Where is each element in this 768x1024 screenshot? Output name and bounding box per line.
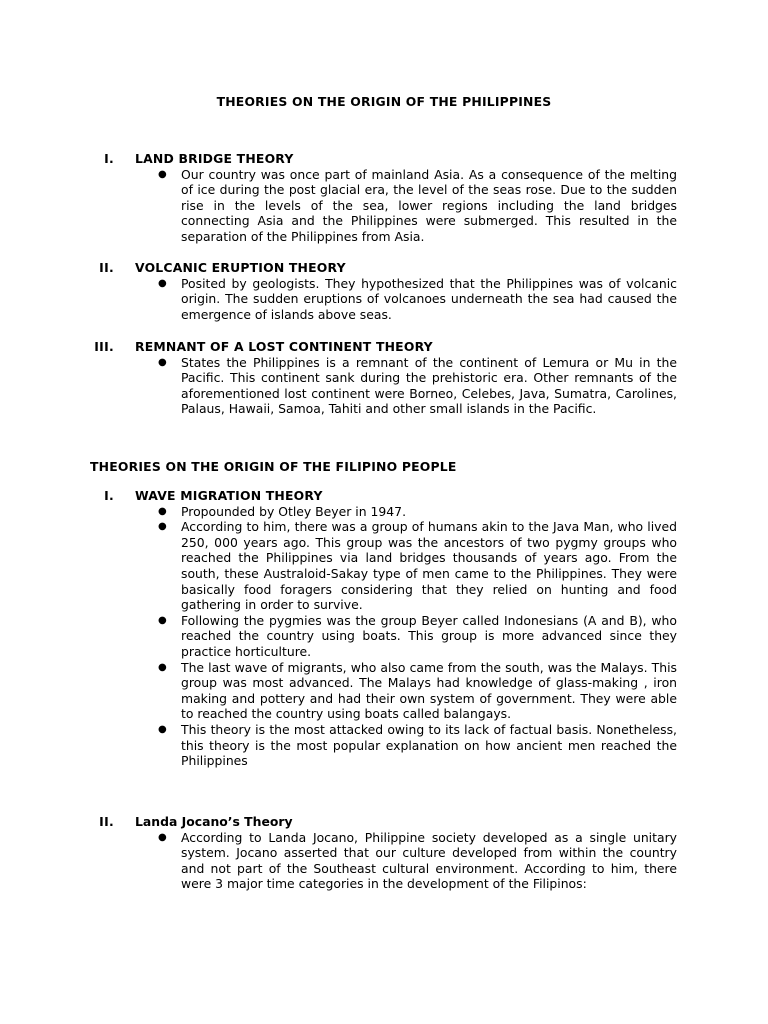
bullet-icon: ● [158, 505, 167, 517]
bullet-icon: ● [158, 661, 167, 673]
section-heading-text: VOLCANIC ERUPTION THEORY [135, 260, 346, 275]
bullet-list [0, 504, 768, 769]
list-item-text: States the Philippines is a remnant of the continent of Lemura or Mu in the Pacific. This continent sank during the prehistoric era. Other remnants of the aforementioned lost continent were Borneo, Celebes, Java, Sumatra, Carolines, Palaus, Hawaii, Samoa, Tahiti and other small islands in the Pacific. [181, 354, 677, 417]
list-item [158, 612, 677, 660]
section-heading [0, 488, 768, 504]
list-item [158, 354, 677, 417]
bullet-icon: ● [158, 356, 167, 368]
list-item [158, 829, 677, 892]
section-numeral: II. [99, 260, 114, 275]
list-item [158, 166, 677, 245]
bullet-icon: ● [158, 614, 167, 626]
list-item [158, 519, 677, 613]
list-item-text: This theory is the most attacked owing to its lack of factual basis. Nonetheless, this theory is the most popular explanation on how ancient men reached the Philippines [181, 721, 677, 769]
section-wave-migration-theory [0, 488, 768, 769]
section-volcanic-eruption-theory [0, 260, 768, 322]
list-item [158, 275, 677, 323]
list-item [158, 503, 677, 520]
section-heading [0, 151, 768, 167]
section-numeral: III. [94, 339, 114, 354]
section-remnant-lost-continent-theory [0, 339, 768, 417]
section-heading-text: LAND BRIDGE THEORY [135, 151, 294, 166]
list-item-text: The last wave of migrants, who also came from the south, was the Malays. This group was most advanced. The Malays had knowledge of glass-making , iron making and pottery and had their own system of government. They were able to reached the country using boats called balangays. [181, 659, 677, 722]
list-item-text: According to Landa Jocano, Philippine society developed as a single unitary system. Jocano asserted that our culture developed from within the country and not part of the Southeast cultural environment. According to him, there were 3 major time categories in the development of the Filipinos: [181, 829, 677, 892]
document-title: THEORIES ON THE ORIGIN OF THE PHILIPPINES [216, 94, 552, 109]
list-item-text: Following the pygmies was the group Beyer called Indonesians (A and B), who reached the country using boats. This group is more advanced since they practice horticulture. [181, 612, 677, 659]
section-heading [0, 814, 768, 830]
bullet-icon: ● [158, 521, 167, 533]
bullet-icon: ● [158, 277, 167, 289]
bullet-list [0, 276, 768, 323]
section-heading-text: REMNANT OF A LOST CONTINENT THEORY [135, 339, 433, 354]
section-numeral: I. [104, 151, 114, 166]
bullet-list [0, 830, 768, 892]
list-item [158, 721, 677, 769]
section-heading-text: WAVE MIGRATION THEORY [135, 488, 323, 503]
section-numeral: II. [99, 814, 114, 829]
document-subtitle: THEORIES ON THE ORIGIN OF THE FILIPINO PEOPLE [90, 459, 457, 474]
bullet-list [0, 355, 768, 417]
section-land-bridge-theory [0, 151, 768, 245]
list-item-text: Our country was once part of mainland Asia. As a consequence of the melting of ice during the post glacial era, the level of the seas rose. Due to the sudden rise in the levels of the sea, lower regions including the land bridges connecting Asia and the Philippines were submerged. This resulted in the separation of the Philippines from Asia. [181, 166, 677, 244]
list-item [158, 659, 677, 722]
list-item-text: Propounded by Otley Beyer in 1947. [181, 503, 407, 519]
section-heading [0, 339, 768, 355]
list-item-text: According to him, there was a group of humans akin to the Java Man, who lived 250, 000 years ago. This group was the ancestors of two pygmy groups who reached the Philippines via land bridges thousands of years ago. From the south, these Australoid-Sakay type of men came to the Philippines. They were basically food foragers considering that they relied on hunting and food gathering in order to survive. [181, 519, 677, 613]
section-landa-jocano-theory [0, 814, 768, 892]
bullet-icon: ● [158, 831, 167, 843]
bullet-icon: ● [158, 168, 167, 180]
bullet-icon: ● [158, 723, 167, 735]
list-item-text: Posited by geologists. They hypothesized that the Philippines was of volcanic origin. The sudden eruptions of volcanoes underneath the sea had caused the emergence of islands above seas. [181, 275, 677, 322]
bullet-list [0, 167, 768, 245]
section-numeral: I. [104, 488, 114, 503]
section-heading [0, 260, 768, 276]
section-heading-text: Landa Jocano’s Theory [135, 814, 293, 829]
